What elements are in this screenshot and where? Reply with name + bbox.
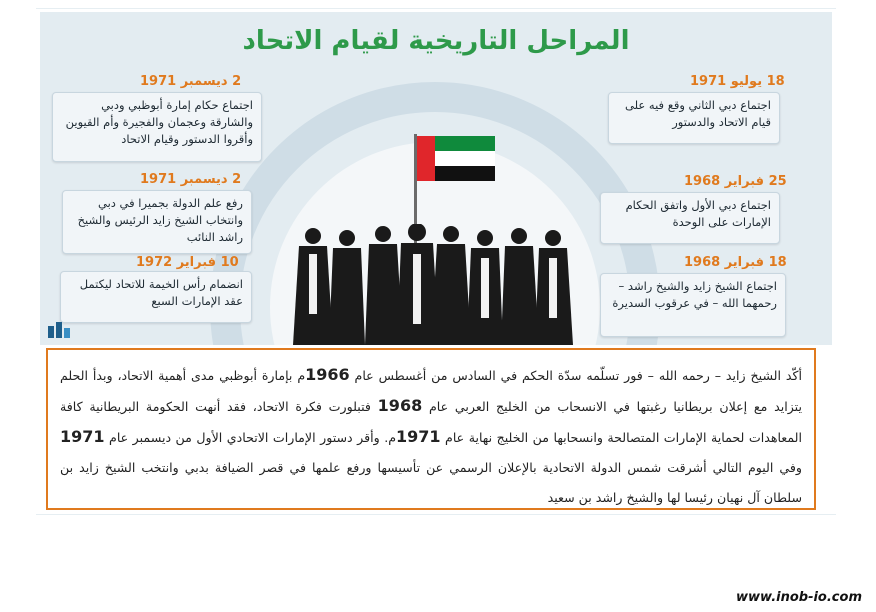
timeline-date-2: 2 ديسمبر 1971 (140, 172, 242, 187)
timeline-box-1: اجتماع حكام إمارة أبوظبي ودبي والشارقة وعجمان والفجيرة وأم القيوين وأقروا الدستور وقيام الاتحاد (52, 92, 262, 162)
footer-url[interactable]: www.inob-io.com (736, 590, 862, 605)
page-bottom-border (36, 514, 836, 515)
publisher-logo-icon (46, 318, 80, 340)
paragraph-text: وفي اليوم التالي أشرقت شمس الدولة الاتحادية بالإعلان الرسمي عن تأسيسها ورفع علمها في قصر الضيافة بدبي وانتخب الشيخ زايد بن سلطان آل نهيان رئيسا لها والشيخ راشد بن سعيد (60, 460, 802, 505)
year-1971: 1971 (396, 427, 441, 446)
timeline-date-4: 18 يوليو 1971 (690, 74, 785, 89)
timeline-date-3: 10 فبراير 1972 (136, 255, 239, 270)
timeline-date-1: 2 ديسمبر 1971 (140, 74, 242, 89)
timeline-date-6: 18 فبراير 1968 (684, 255, 787, 270)
year-1966: 1966 (305, 365, 350, 384)
paragraph-text: فتبلورت فكرة الاتحاد، فقد أنهت الحكومة البريطانية كافة المعاهدات لحماية الإمارات المتصالحة وانسحابها من الخليج نهاية عام (60, 399, 802, 445)
paragraph-text: أكّد الشيخ زايد – رحمه الله – فور تسلّمه سدّة الحكم في السادس من أغسطس عام (349, 368, 802, 383)
infographic (40, 12, 832, 345)
infographic-title: المراحل التاريخية لقيام الاتحاد (242, 26, 630, 56)
history-paragraph-box (46, 348, 816, 510)
page-top-border (36, 0, 836, 9)
year-1968: 1968 (377, 396, 423, 415)
timeline-box-3: انضمام رأس الخيمة للاتحاد ليكتمل عقد الإمارات السبع (60, 271, 252, 323)
timeline-date-5: 25 فبراير 1968 (684, 174, 787, 189)
timeline-box-4: اجتماع دبي الثاني وقع فيه على قيام الاتحاد والدستور (608, 92, 780, 144)
timeline-box-5: اجتماع دبي الأول واتفق الحكام الإمارات على الوحدة (600, 192, 780, 244)
timeline-box-6: اجتماع الشيخ زايد والشيخ راشد – رحمهما الله – في عرقوب السديرة (600, 273, 786, 337)
paragraph-text: م بإمارة أبوظبي مدى أهمية الاتحاد، وبدأ الحلم يتزايد مع إعلان بريطانيا رغبتها في الانسحاب من الخليج العربي عام (60, 368, 802, 414)
founders-group-photo (285, 224, 585, 345)
paragraph-text: م. وأقر دستور الإمارات الاتحادي الأول من ديسمبر عام (104, 430, 397, 445)
timeline-box-2: رفع علم الدولة بجميرا في دبي وانتخاب الشيخ زايد الرئيس والشيخ راشد النائب (62, 190, 252, 254)
year-1971-constitution: 1971 (60, 427, 105, 446)
